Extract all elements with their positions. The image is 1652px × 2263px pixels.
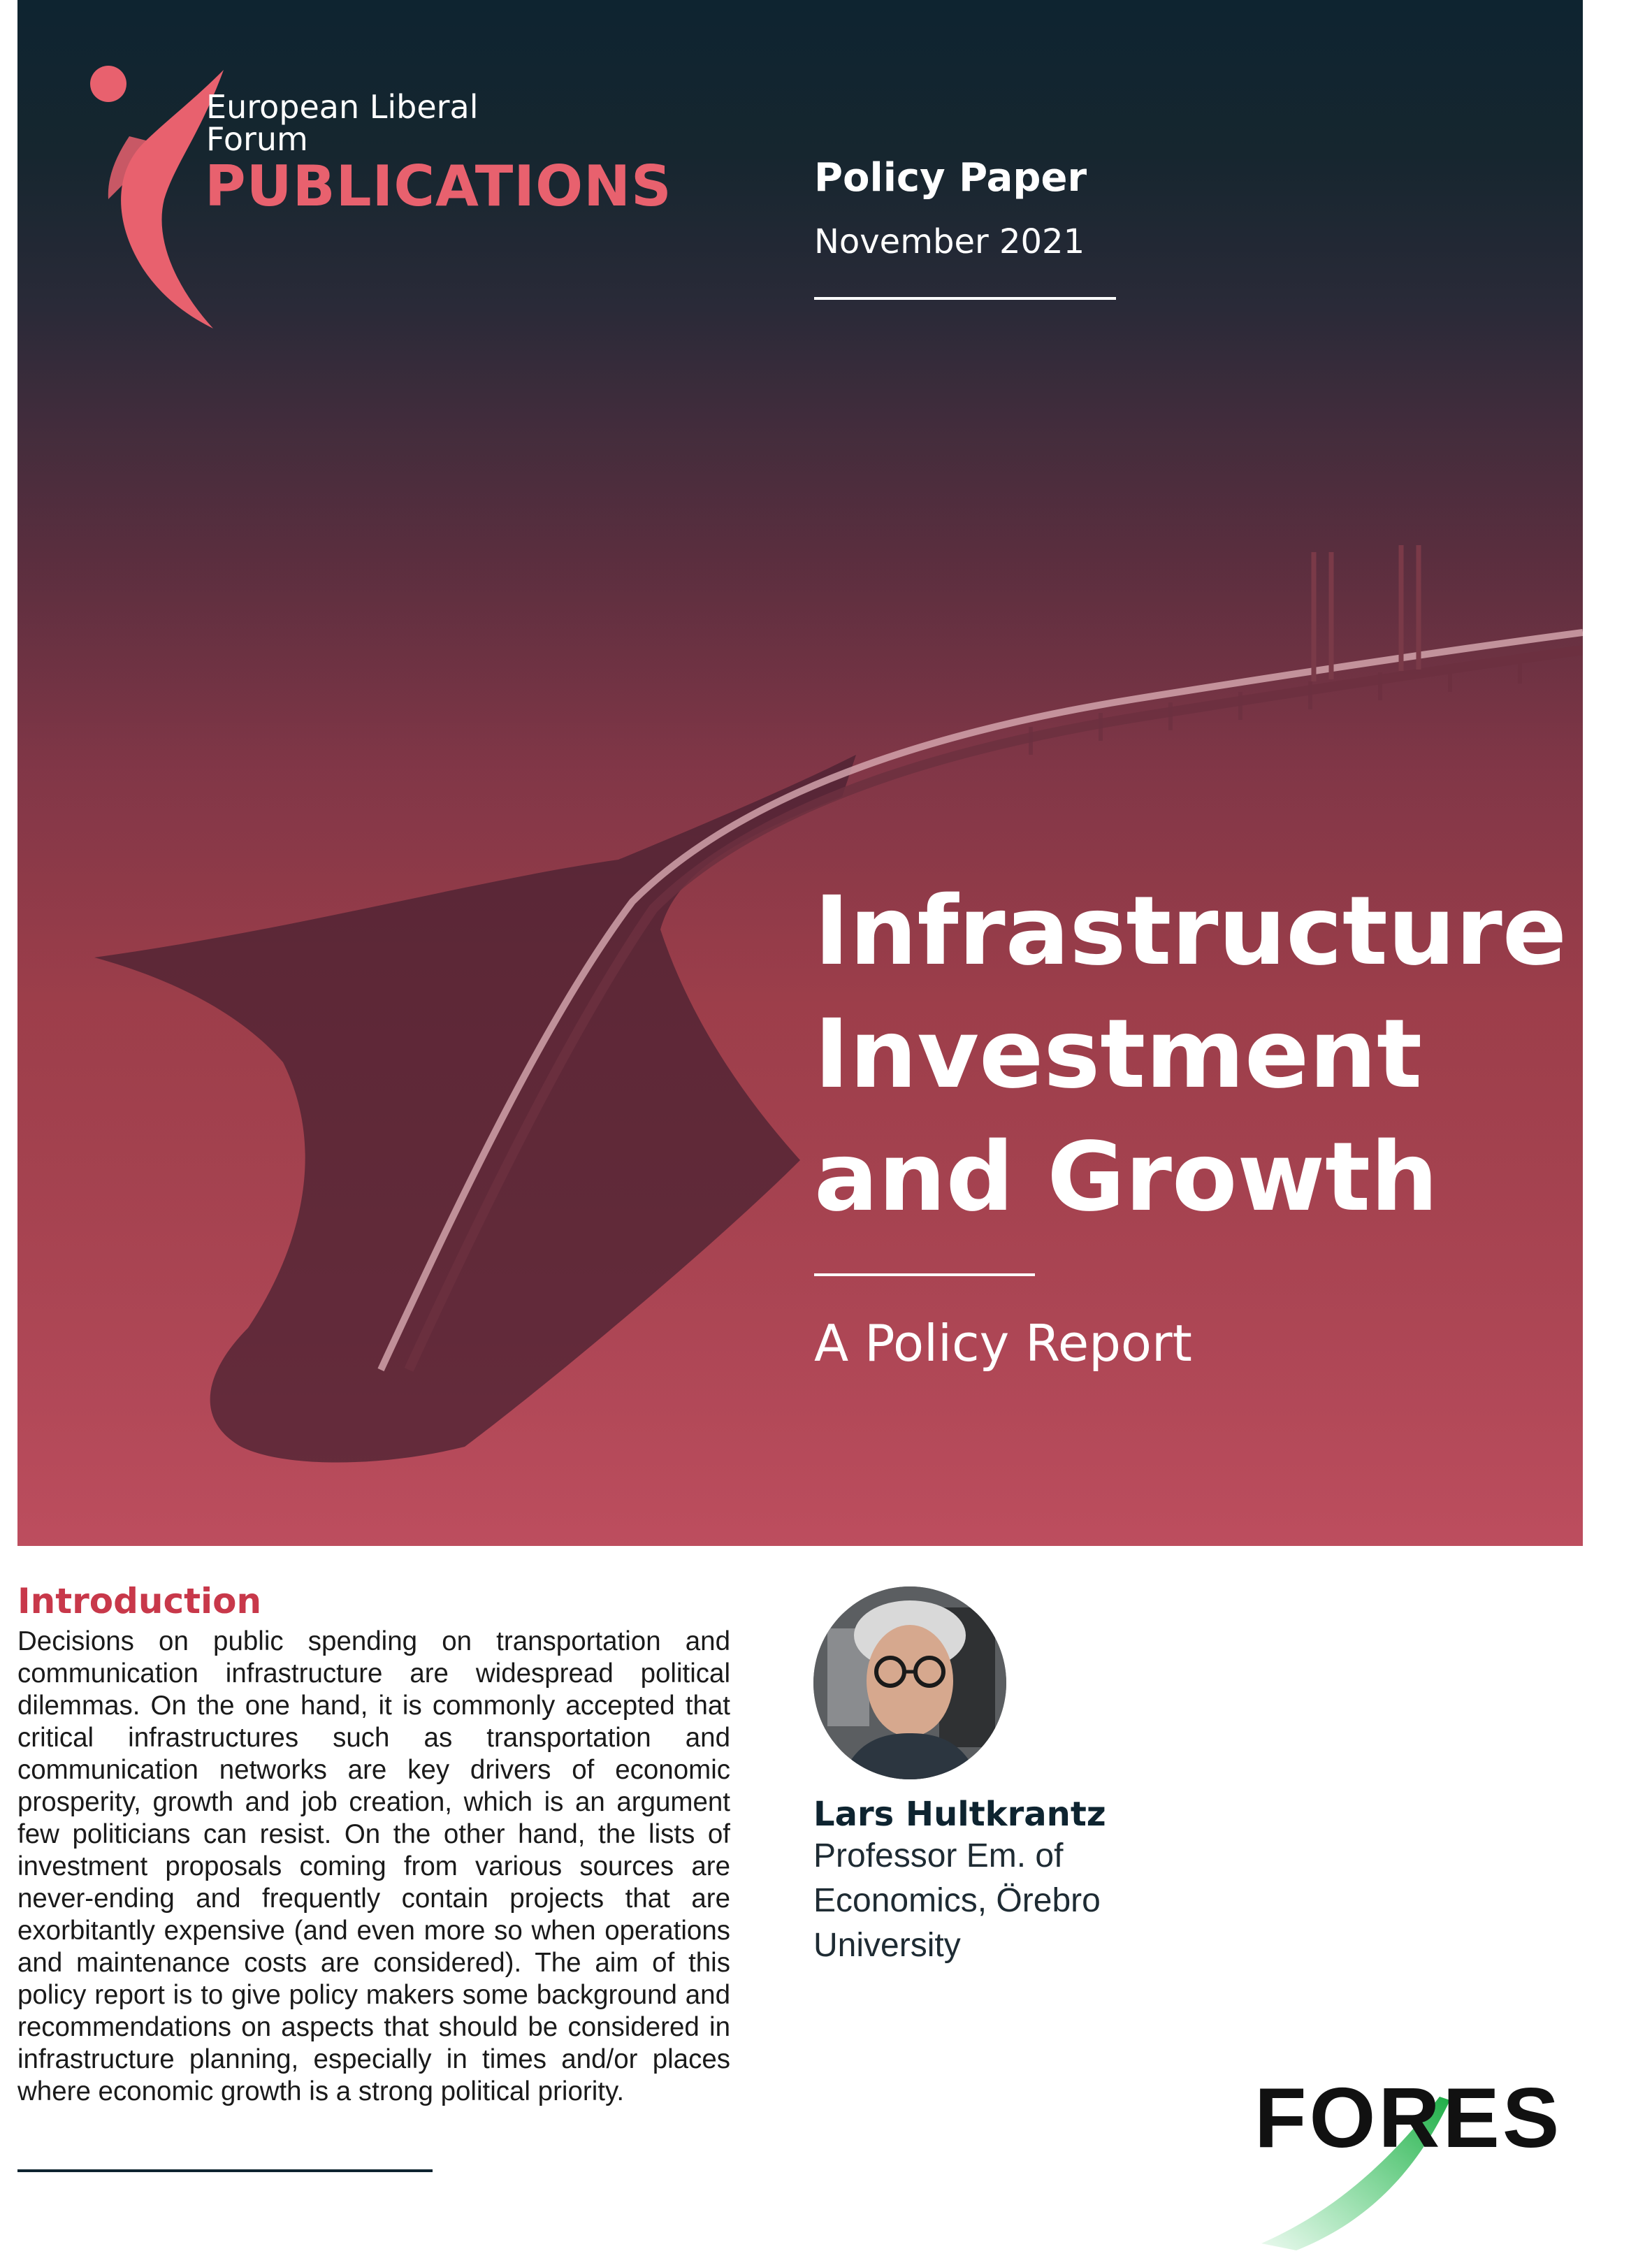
author-photo (813, 1586, 1006, 1779)
fores-wordmark: FORES (1254, 2070, 1563, 2165)
author-name: Lars Hultkrantz (813, 1795, 1106, 1834)
document-subtitle: A Policy Report (814, 1314, 1192, 1373)
title-line-2: Investment (814, 999, 1423, 1110)
intro-paragraph: Decisions on public spending on transportation and communication infrastructure are widespread political dilemmas. On the one hand, it is commonly accepted that critical infrastructures such as transportation and communication networks are key drivers of economic prosperity, growth and job creation, which is an argument few politicians can resist. On the other hand, the lists of investment proposals coming from various sources are never-ending and frequently contain projects that are exorbitantly expensive (and even more so when operations and maintenance costs are considered). The aim of this policy report is to give policy makers some background and recommendations on aspects that should be considered in infrastructure planning, especially in times and/or places where economic growth is a strong political priority. (17, 1626, 730, 2106)
document-type: Policy Paper (814, 155, 1087, 201)
intro-heading: Introduction (17, 1581, 262, 1621)
fores-logo (1254, 2069, 1563, 2250)
person-portrait-icon (813, 1586, 1006, 1779)
elf-name-line2: Forum (206, 120, 308, 158)
publication-date: November 2021 (814, 222, 1085, 261)
title-divider (814, 1273, 1035, 1276)
intro-divider (17, 2169, 433, 2172)
document-title (814, 870, 1583, 1239)
title-line-3: and Growth (814, 1122, 1438, 1233)
elf-publications-label: PUBLICATIONS (205, 154, 672, 219)
cover-image (17, 0, 1583, 1546)
author-affiliation: Professor Em. of Economics, Örebro University (813, 1837, 1101, 1964)
elf-name-line1: European Liberal (206, 88, 479, 126)
title-line-1: Infrastructure (814, 876, 1567, 987)
header-divider (814, 297, 1116, 300)
